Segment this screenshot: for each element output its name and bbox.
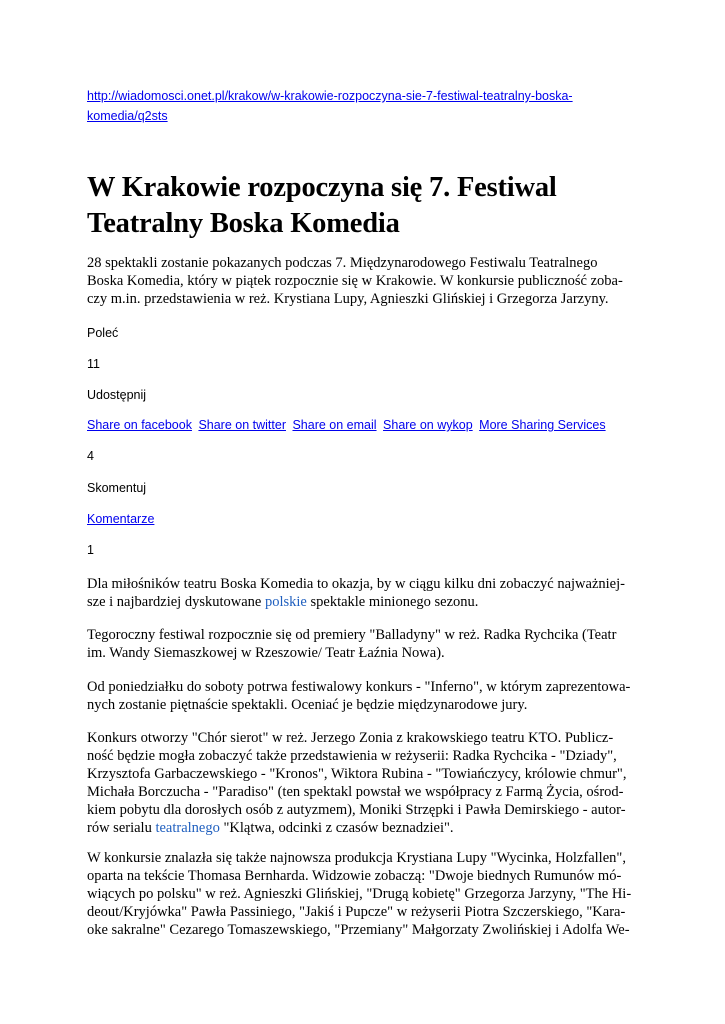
paragraph-line: Michała Borczucha - "Paradiso" (ten spektakl powstał we współpracy z Farmą Życia, ośrod-: [87, 784, 624, 800]
source-url-line-2: komedia/q2sts: [87, 109, 168, 123]
article-lead: [87, 254, 642, 308]
paragraph-line: Dla miłośników teatru Boska Komedia to okazja, by w ciągu kilku dni zobaczyć najważniej-: [87, 576, 625, 592]
paragraph: [87, 849, 642, 939]
paragraph-text: spektakle minionego sezonu.: [306, 594, 479, 610]
more-sharing-services-link[interactable]: More Sharing Services: [479, 418, 606, 432]
teatralnego-link[interactable]: teatralnego: [155, 820, 220, 836]
article-title-line-1: W Krakowie rozpoczyna się 7. Festiwal: [87, 172, 557, 203]
paragraph-text: rów serialu: [87, 820, 156, 836]
share-links: [87, 416, 609, 434]
paragraph-line: Od poniedziałku do soboty potrwa festiwalowy konkurs - "Inferno", w którym zaprezentowa-: [87, 679, 631, 695]
paragraph-line: deout/Kryjówka" Pawła Passiniego, "Jakiś i Pupcze" w reżyserii Piotra Szczerskiego, "Kara-: [87, 904, 626, 920]
lead-line: czy m.in. przedstawienia w reż. Krystiana Lupy, Agnieszki Glińskiej i Grzegorza Jarzyny.: [87, 291, 609, 307]
source-url-link[interactable]: [87, 89, 573, 123]
share-label[interactable]: Udostępnij: [87, 388, 147, 402]
paragraph-line: Konkurs otworzy "Chór sierot" w reż. Jerzego Zonia z krakowskiego teatru KTO. Publicz-: [87, 730, 614, 746]
paragraph: [87, 729, 642, 837]
paragraph-line: oparta na tekście Thomasa Bernharda. Widzowie zobaczą: "Dwoje biednych Rumunów mó-: [87, 868, 622, 884]
share-twitter-link[interactable]: Share on twitter: [198, 418, 286, 432]
paragraph: [87, 575, 642, 611]
article-title-line-2: Teatralny Boska Komedia: [87, 208, 400, 239]
paragraph-text: "Klątwa, odcinki z czasów beznadziei".: [219, 820, 454, 836]
paragraph-line: ność będzie mogła zobaczyć także przedstawienia w reżyserii: Radka Rychcika - "Dziady",: [87, 748, 617, 764]
paragraph-line: kiem pobytu dla dorosłych osób z autyzmem), Moniki Strzępki i Pawła Demirskiego - autor-: [87, 802, 626, 818]
paragraph-line: Tegoroczny festiwal rozpocznie się od premiery "Balladyny" w reż. Radka Rychcika (Teatr: [87, 627, 617, 643]
comments-link-wrap: [87, 510, 154, 528]
comments-link[interactable]: Komentarze: [87, 512, 155, 526]
paragraph-line: oke sakralne" Cezarego Tomaszewskiego, "Przemiany" Małgorzaty Zwolińskiej i Adolfa We-: [87, 922, 630, 938]
paragraph-line: W konkursie znalazła się także najnowsza produkcja Krystiana Lupy "Wycinka, Holzfallen",: [87, 850, 626, 866]
paragraph-line: wiących po polsku" w reż. Agnieszki Glińskiej, "Drugą kobietę" Grzegorza Jarzyny, "The Hi-: [87, 886, 632, 902]
share-email-link[interactable]: Share on email: [292, 418, 377, 432]
source-url: [87, 86, 607, 126]
recommend-count: 11: [87, 357, 100, 371]
paragraph-line: im. Wandy Siemaszkowej w Rzeszowie/ Teatr Łaźnia Nowa).: [87, 645, 445, 661]
paragraph: [87, 626, 642, 662]
share-count: 4: [87, 449, 94, 463]
polskie-link[interactable]: polskie: [264, 594, 307, 610]
paragraph-line: nych zostanie piętnaście spektakli. Oceniać je będzie międzynarodowe jury.: [87, 697, 528, 713]
lead-line: 28 spektakli zostanie pokazanych podczas 7. Międzynarodowego Festiwalu Teatralnego: [87, 255, 598, 271]
share-wykop-link[interactable]: Share on wykop: [383, 418, 473, 432]
share-facebook-link[interactable]: Share on facebook: [87, 418, 192, 432]
article-title: [87, 170, 642, 242]
paragraph: [87, 678, 642, 714]
comments-count: 1: [87, 543, 94, 557]
recommend-label[interactable]: Poleć: [87, 326, 119, 340]
source-url-line-1: http://wiadomosci.onet.pl/krakow/w-krakowie-rozpoczyna-sie-7-festiwal-teatralny-boska-: [87, 89, 573, 103]
lead-line: Boska Komedia, który w piątek rozpocznie się w Krakowie. W konkursie publiczność zoba-: [87, 273, 623, 289]
paragraph-text: sze i najbardziej dyskutowane: [87, 594, 265, 610]
comment-label[interactable]: Skomentuj: [87, 481, 147, 495]
paragraph-line: Krzysztofa Garbaczewskiego - "Kronos", Wiktora Rubina - "Towiańczycy, królowie chmur",: [87, 766, 627, 782]
